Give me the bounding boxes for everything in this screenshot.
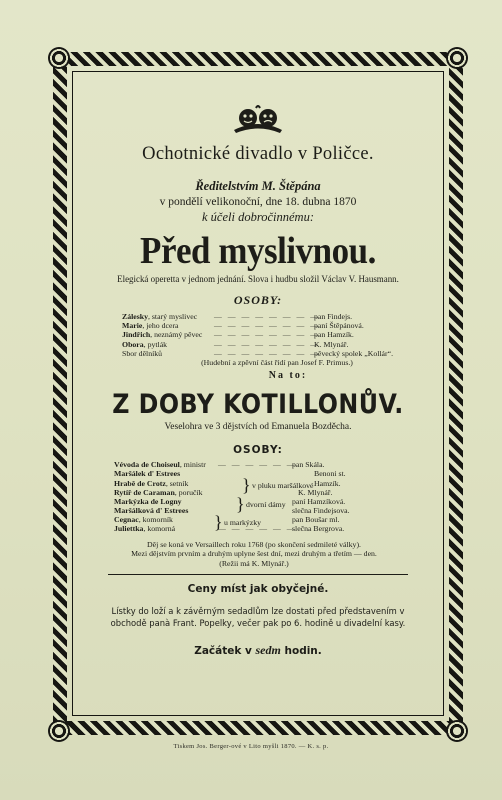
cast-row (122, 321, 412, 330)
cast-row (114, 524, 414, 533)
printer-imprint: Tiskem Jos. Berger-ové v Lito myšli 1870. — K. s. p. (173, 743, 329, 750)
play2-notes (114, 540, 414, 568)
theater-masks-emblem (230, 104, 286, 134)
start-hour: sedm (255, 643, 281, 658)
leader-dashes: — — — — — — (218, 524, 297, 534)
group-label: dvorní dámy (246, 500, 286, 510)
role-name: Maršálková d' Estrees (114, 506, 189, 516)
cast-row (122, 312, 412, 321)
brace-glyph: } (214, 512, 223, 533)
cast-row (122, 349, 412, 358)
actor-name: slečna Findejsova. (292, 506, 350, 516)
role-desc: , poručík (174, 487, 203, 497)
leader-dashes: — — — — — — — — (214, 312, 321, 321)
corner-ornament (48, 47, 70, 69)
role-desc: , ministr (179, 460, 206, 470)
role-desc: , neznámý pěvec (150, 330, 203, 340)
performance-date: v pondělí velikonoční, dne 18. dubna 1870 (159, 196, 357, 208)
theater-name: Ochotnické divadlo v Poličce. (142, 144, 374, 164)
role-name: Rytíř de Caraman (114, 487, 175, 497)
actor-name: Hamzík. (314, 478, 341, 488)
actor-name: K. Mlynář. (314, 339, 349, 349)
role-desc: , pytlák (143, 339, 168, 349)
role-desc: , setník (165, 478, 189, 488)
cast-row (114, 469, 414, 478)
cast-row (122, 330, 412, 339)
corner-ornament (446, 47, 468, 69)
tickets-info: Lístky do loží a k závěrným sedadlům lze dostati před představením v obchodě panà Frant. Popelky, večer pak po 6. hodině u divadelní kasy. (110, 606, 406, 629)
role-name: Vévoda de Choiseul (114, 460, 180, 470)
role-name: Zálesky (122, 312, 148, 321)
prices-line: Ceny míst jak obyčejné. (187, 583, 329, 596)
brace-glyph: } (242, 475, 251, 496)
director-line: Ředitelstvím M. Štěpána (195, 179, 321, 193)
role-name: Obora (122, 339, 144, 349)
actor-name: paní Štěpánová. (314, 321, 364, 331)
start-prefix: Začátek v (194, 645, 252, 658)
group-label: u markýzky (224, 518, 262, 528)
role-name: Hrabě de Crotz (114, 478, 166, 488)
cast-row (114, 515, 414, 524)
role-name: Markýzka de Logny (114, 496, 182, 506)
start-suffix: hodin. (284, 645, 322, 658)
role-desc: , komorník (138, 515, 173, 525)
charity-line: k účeli dobročinnému: (202, 210, 314, 224)
divider-line (108, 574, 408, 576)
play1-cast-heading: OSOBY: (233, 293, 283, 307)
actor-name: slečna Bergrova. (292, 524, 345, 534)
actor-name: K. Mlynář. (298, 487, 333, 497)
actor-name: pěvecký spolek „Kollár“. (314, 348, 394, 358)
actor-name: pan Boušar ml. (292, 515, 340, 525)
poster-content (78, 78, 438, 710)
play2-title: Z DOBY KOTILLONŮV. (112, 389, 404, 421)
actor-name: pan Findejs. (314, 312, 353, 321)
corner-ornament (446, 720, 468, 742)
leader-dashes: — — — — — — — — (214, 348, 321, 358)
leader-dashes: — — — — — — — — (214, 330, 321, 340)
cast-row (114, 460, 414, 469)
corner-ornament (48, 720, 70, 742)
role-name: Marie (122, 321, 143, 331)
actor-name: pan Skála. (292, 460, 325, 470)
group-label: v pluku maršálkové (252, 481, 314, 491)
interval-note: Mezi dějstvím prvním a druhým uplyne šest dní, mezi druhým a třetím — den. (131, 549, 377, 559)
actor-name: pan Hamzík. (314, 330, 354, 340)
role-name: Jindřich (122, 330, 151, 340)
role-name: Cegnac (114, 515, 139, 525)
leader-dashes: — — — — — — (218, 460, 297, 470)
play1-subtitle: Elegická operetta v jednom jednání. Slova i hudbu složil Václav V. Hausmann. (117, 275, 399, 285)
role-desc: , starý myslivec (148, 312, 198, 321)
na-to-line: Na to: (268, 370, 308, 382)
direction-note: (Režii má K. Mlynář.) (219, 558, 289, 568)
role-desc: , komorná (143, 524, 176, 534)
role-name: Maršálek d' Estrees (114, 469, 181, 479)
play1-title: Před myslivnou. (140, 230, 376, 272)
brace-glyph: } (236, 494, 245, 515)
setting-note: Děj se koná ve Versaillech roku 1768 (po skončení sedmileté války). (147, 540, 361, 550)
role-name: Sbor dělníků (122, 348, 163, 358)
cast-row (122, 340, 412, 349)
leader-dashes: — — — — — — — — (214, 339, 321, 349)
leader-dashes: — — — — — — — — (214, 321, 321, 331)
play2-cast-list (114, 460, 414, 540)
play2-cast-heading: OSOBY: (233, 444, 283, 457)
role-name: Juliettka (114, 524, 144, 534)
actor-name: Benoni st. (314, 469, 346, 479)
play2-subtitle: Veselohra ve 3 dějstvích od Emanuela Bozděcha. (164, 422, 352, 433)
play1-music-note: (Hudební a zpěvní část řídí pan Josef F. Primus.) (201, 357, 353, 367)
actor-name: paní Hamzíková. (292, 496, 346, 506)
start-time (78, 643, 438, 658)
role-desc: , jeho dcera (142, 321, 179, 331)
play1-cast-list (122, 312, 412, 367)
